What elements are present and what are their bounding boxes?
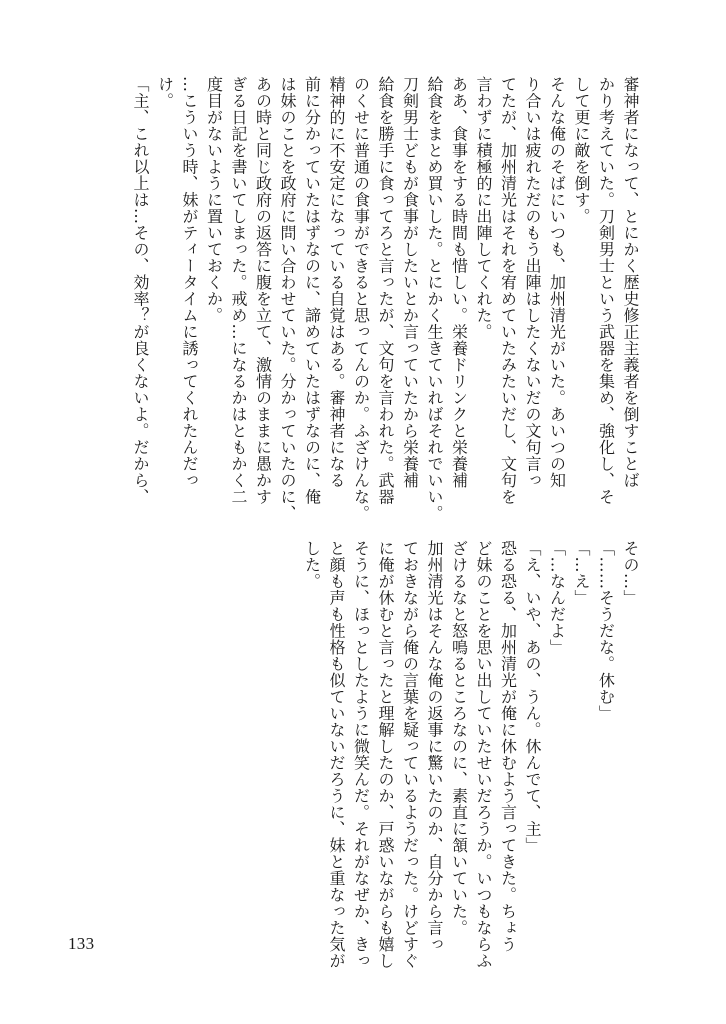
- upper-text-line: かり考えていた。刀剣男士という武器を集め、強化し、そ: [596, 76, 616, 505]
- upper-text-line: てたが、加州清光はそれを宥めていたみたいだし、文句を: [498, 76, 518, 505]
- lower-text-line: 「……そうだな。休む」: [596, 540, 616, 722]
- upper-text-line: 前に分かっていたはずなのに、諦めていたはずなのに、俺: [302, 76, 322, 505]
- upper-text-line: そんな俺のそばにいつも、加州清光がいた。あいつの知: [547, 76, 567, 489]
- lower-text-line: そうに、ほっとしたように微笑んだ。それがなぜか、きっ: [351, 540, 371, 969]
- lower-text-line: に俺が休むと言ったと理解したのか、戸惑いながらも嬉し: [376, 540, 395, 969]
- upper-text-line: あの時と同じ政府の返答に腹を立て、激情のままに愚かす: [253, 76, 273, 505]
- lower-text-line: 「…え」: [572, 540, 591, 606]
- upper-text-line: のくせに普通の食事ができると思ってんのか。ふざけんな。: [351, 76, 371, 522]
- lower-text-block: [299, 540, 642, 969]
- lower-text-line: 加州清光はそんな俺の返事に驚いたのか、自分から言っ: [425, 540, 444, 953]
- upper-text-line: 言わずに積極的に出陣してくれた。: [474, 76, 493, 340]
- upper-text-line: …こういう時、妹がティータイムに誘ってくれたんだっ: [180, 76, 199, 489]
- upper-text-line: り合いは疲れただのもう出陣はしたくないだの文句言っ: [523, 76, 542, 489]
- page-number: 133: [68, 934, 95, 953]
- lower-text-line: 「…なんだよ」: [547, 540, 567, 656]
- upper-text-line: 給食を勝手に食ってろと言ったが、文句を言われた。武器: [376, 76, 395, 505]
- upper-text-block: [128, 76, 643, 522]
- lower-text-line: と顔も声も性格も似ていないだろうに、妹と重なった気が: [327, 540, 346, 969]
- upper-text-line: して更に敵を倒す。: [572, 76, 591, 225]
- upper-text-line: ぎる日記を書いてしまった。戒め…になるかはともかく二: [229, 76, 248, 505]
- upper-text-line: 給食をまとめ買いした。とにかく生きていればそれでいい。: [425, 76, 444, 522]
- upper-text-line: 度目がないように置いておくか。: [204, 76, 224, 324]
- lower-text-line: ざけるなと怒鳴るところなのに、素直に頷いていた。: [449, 540, 469, 936]
- upper-text-line: は妹のことを政府に問い合わせていた。分かっていたのに、: [278, 76, 297, 522]
- upper-text-line: 審神者になって、とにかく歴史修正主義者を倒すことば: [621, 76, 640, 489]
- upper-text-line: 「主、これ以上は…その、効率？が良くないよ。だから、: [131, 76, 150, 505]
- lower-text-line: した。: [302, 540, 322, 590]
- upper-text-line: け。: [155, 76, 175, 109]
- lower-text-line: その…」: [621, 540, 640, 606]
- lower-text-line: ど妹のことを思い出していたせいだろうか。いつもならふ: [474, 540, 493, 969]
- upper-text-line: 刀剣男士どもが食事がしたいとか言っていたから栄養補: [400, 76, 420, 489]
- lower-text-line: 「え、いや、あの、うん。休んでて、主」: [523, 540, 542, 854]
- lower-text-line: 恐る恐る、加州清光が俺に休むよう言ってきた。ちょう: [498, 540, 518, 953]
- upper-text-line: 精神的に不安定になっている自覚はある。審神者になる: [327, 76, 346, 489]
- upper-text-line: ああ、食事をする時間も惜しい。栄養ドリンクと栄養補: [449, 76, 469, 489]
- lower-text-line: ておきながら俺の言葉を疑っているようだった。けどすぐ: [400, 540, 420, 969]
